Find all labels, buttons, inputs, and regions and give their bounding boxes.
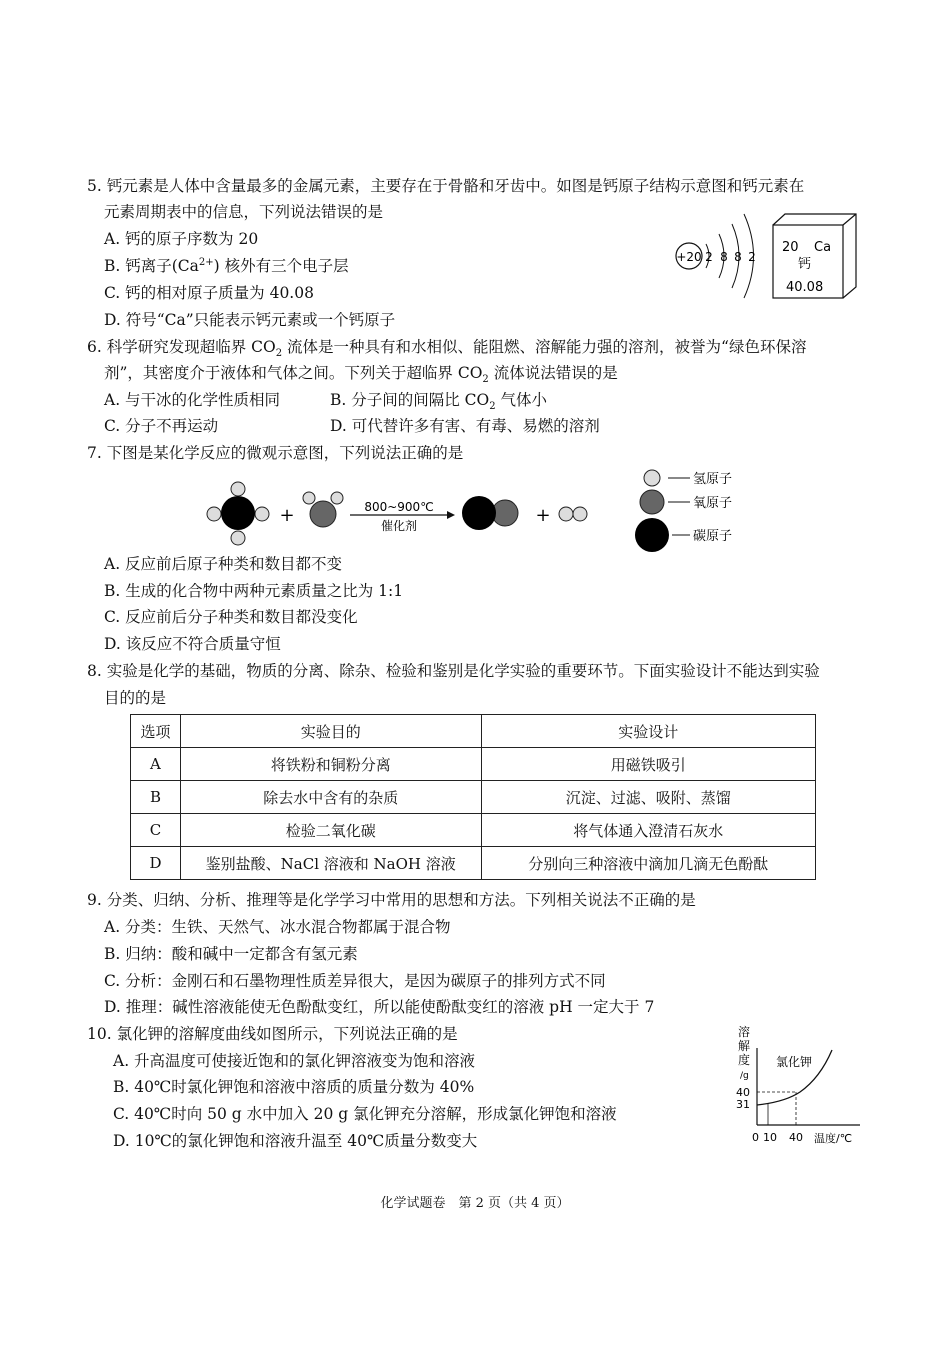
q8-stem-line2: 目的的是 bbox=[104, 689, 167, 707]
periodic-table-cell bbox=[772, 213, 857, 299]
cell-design: 用磁铁吸引 bbox=[481, 748, 816, 781]
cell-design: 分别向三种溶液中滴加几滴无色酚酞 bbox=[481, 847, 816, 880]
experiment-table bbox=[130, 714, 816, 880]
solubility-curve-graph bbox=[730, 1020, 870, 1150]
q5-option-d: D. 符号“Ca”只能表示钙元素或一个钙原子 bbox=[104, 311, 396, 329]
table-header-row bbox=[131, 715, 816, 748]
atom-nucleus-charge: +20 bbox=[676, 250, 702, 264]
q10-stem: 10. 氯化钾的溶解度曲线如图所示，下列说法正确的是 bbox=[87, 1025, 458, 1043]
q5-option-b: B. 钙离子$(Ca^{2+})$ 核外有三个电子层 bbox=[104, 256, 349, 275]
q9-option-d: D. 推理：碱性溶液能使无色酚酞变红，所以能使酚酞变红的溶液 pH 一定大于 7 bbox=[104, 998, 655, 1016]
cell-design: 沉淀、过滤、吸附、蒸馏 bbox=[481, 781, 816, 814]
cell-purpose: 除去水中含有的杂质 bbox=[180, 781, 481, 814]
water-molecule bbox=[303, 492, 343, 527]
q5-stem-line1: 5. 钙元素是人体中含量最多的金属元素，主要存在于骨骼和牙齿中。如图是钙原子结构示意图和钙元素在 bbox=[87, 177, 805, 195]
element-name: 钙 bbox=[798, 257, 812, 272]
element-atomic-number: 20 bbox=[782, 240, 799, 255]
q9-option-c: C. 分析：金刚石和石墨物理性质差异很大，是因为碳原子的排列方式不同 bbox=[104, 972, 606, 990]
legend-hydrogen: 氢原子 bbox=[693, 472, 733, 487]
graph-xlabel: 温度/℃ bbox=[814, 1132, 853, 1145]
cell-option: A bbox=[131, 748, 181, 781]
graph-ylabel-3: 度 bbox=[738, 1053, 751, 1067]
graph-yunit: /g bbox=[740, 1071, 749, 1081]
y-tick-31: 31 bbox=[736, 1098, 750, 1111]
cell-option: C bbox=[131, 814, 181, 847]
reaction-catalyst: 催化剂 bbox=[380, 519, 418, 533]
q8-stem-line1: 8. 实验是化学的基础，物质的分离、除杂、检验和鉴别是化学实验的重要环节。下面实验设计不能达到实验 bbox=[87, 662, 820, 680]
q6-stem-line2: 剂”，其密度介于液体和气体之间。下列关于超临界 $CO_2$ 流体说法错误的是 bbox=[104, 364, 618, 386]
q5-option-a: A. 钙的原子序数为 20 bbox=[104, 230, 259, 248]
q10-option-d: D. 10℃的氯化钾饱和溶液升温至 40℃质量分数变大 bbox=[113, 1132, 478, 1150]
calcium-atom-structure-diagram bbox=[672, 210, 772, 305]
header-option: 选项 bbox=[131, 715, 181, 748]
cell-purpose: 鉴别盐酸、NaCl 溶液和 NaOH 溶液 bbox=[180, 847, 481, 880]
plus-sign-2: + bbox=[535, 505, 551, 526]
table-row bbox=[131, 781, 816, 814]
q7-stem: 7. 下图是某化学反应的微观示意图，下列说法正确的是 bbox=[87, 444, 464, 462]
graph-ylabel-1: 溶 bbox=[738, 1025, 751, 1039]
table-row bbox=[131, 847, 816, 880]
q9-option-a: A. 分类：生铁、天然气、冰水混合物都属于混合物 bbox=[104, 918, 451, 936]
y-tick-40: 40 bbox=[736, 1086, 750, 1099]
cell-purpose: 将铁粉和铜粉分离 bbox=[180, 748, 481, 781]
q9-option-b: B. 归纳：酸和碱中一定都含有氢元素 bbox=[104, 945, 358, 963]
header-design: 实验设计 bbox=[481, 715, 816, 748]
q7-option-a: A. 反应前后原子种类和数目都不变 bbox=[104, 555, 343, 573]
header-purpose: 实验目的 bbox=[180, 715, 481, 748]
graph-ylabel-2: 解 bbox=[738, 1039, 751, 1053]
x-tick-0: 0 bbox=[752, 1131, 759, 1144]
table-row bbox=[131, 814, 816, 847]
methane-molecule bbox=[207, 482, 269, 545]
shell-4-electrons: 2 bbox=[748, 250, 756, 264]
shell-3-electrons: 8 bbox=[734, 250, 742, 264]
cell-design: 将气体通入澄清石灰水 bbox=[481, 814, 816, 847]
q6-option-c: C. 分子不再运动 bbox=[104, 417, 219, 435]
cell-option: B bbox=[131, 781, 181, 814]
q10-option-b: B. 40℃时氯化钾饱和溶液中溶质的质量分数为 40% bbox=[113, 1078, 475, 1096]
q6-option-a: A. 与干冰的化学性质相同 bbox=[104, 391, 281, 409]
cell-option: D bbox=[131, 847, 181, 880]
cell-purpose: 检验二氧化碳 bbox=[180, 814, 481, 847]
reaction-micro-diagram bbox=[200, 465, 780, 555]
q7-option-c: C. 反应前后分子种类和数目都没变化 bbox=[104, 608, 358, 626]
legend-carbon: 碳原子 bbox=[693, 529, 733, 544]
shell-1-electrons: 2 bbox=[705, 250, 713, 264]
q5-option-c: C. 钙的相对原子质量为 40.08 bbox=[104, 284, 314, 302]
q6-stem-line1: 6. 科学研究发现超临界 $CO_2$ 流体是一种具有和水相似、能阻燃、溶解能力强的溶剂，被誉为“绿色环保溶 bbox=[87, 338, 807, 360]
element-mass: 40.08 bbox=[786, 280, 824, 295]
reaction-temperature: 800~900℃ bbox=[364, 500, 434, 514]
hydrogen-molecule bbox=[559, 507, 587, 521]
q10-option-a: A. 升高温度可使接近饱和的氯化钾溶液变为饱和溶液 bbox=[113, 1052, 476, 1070]
q7-option-b: B. 生成的化合物中两种元素质量之比为 1:1 bbox=[104, 582, 404, 600]
q5-stem-line2: 元素周期表中的信息，下列说法错误的是 bbox=[104, 203, 384, 221]
atom-legend bbox=[635, 470, 732, 552]
carbon-monoxide-molecule bbox=[462, 496, 518, 530]
curve-label: 氯化钾 bbox=[776, 1055, 813, 1069]
q9-stem: 9. 分类、归纳、分析、推理等是化学学习中常用的思想和方法。下列相关说法不正确的是 bbox=[87, 891, 696, 909]
q7-option-d: D. 该反应不符合质量守恒 bbox=[104, 635, 281, 653]
legend-oxygen: 氧原子 bbox=[693, 496, 733, 511]
x-tick-10: 10 bbox=[763, 1131, 777, 1144]
q10-option-c: C. 40℃时向 50 g 水中加入 20 g 氯化钾充分溶解，形成氯化钾饱和溶液 bbox=[113, 1105, 617, 1123]
q6-option-b: B. 分子间的间隔比 $CO_2$ 气体小 bbox=[330, 391, 548, 413]
x-tick-40: 40 bbox=[789, 1131, 803, 1144]
plus-sign-1: + bbox=[279, 505, 295, 526]
table-row bbox=[131, 748, 816, 781]
q6-option-d: D. 可代替许多有害、有毒、易燃的溶剂 bbox=[330, 417, 600, 435]
shell-2-electrons: 8 bbox=[720, 250, 728, 264]
page-footer: 化学试题卷 第 2 页（共 4 页） bbox=[380, 1196, 570, 1211]
element-symbol: Ca bbox=[814, 240, 832, 255]
